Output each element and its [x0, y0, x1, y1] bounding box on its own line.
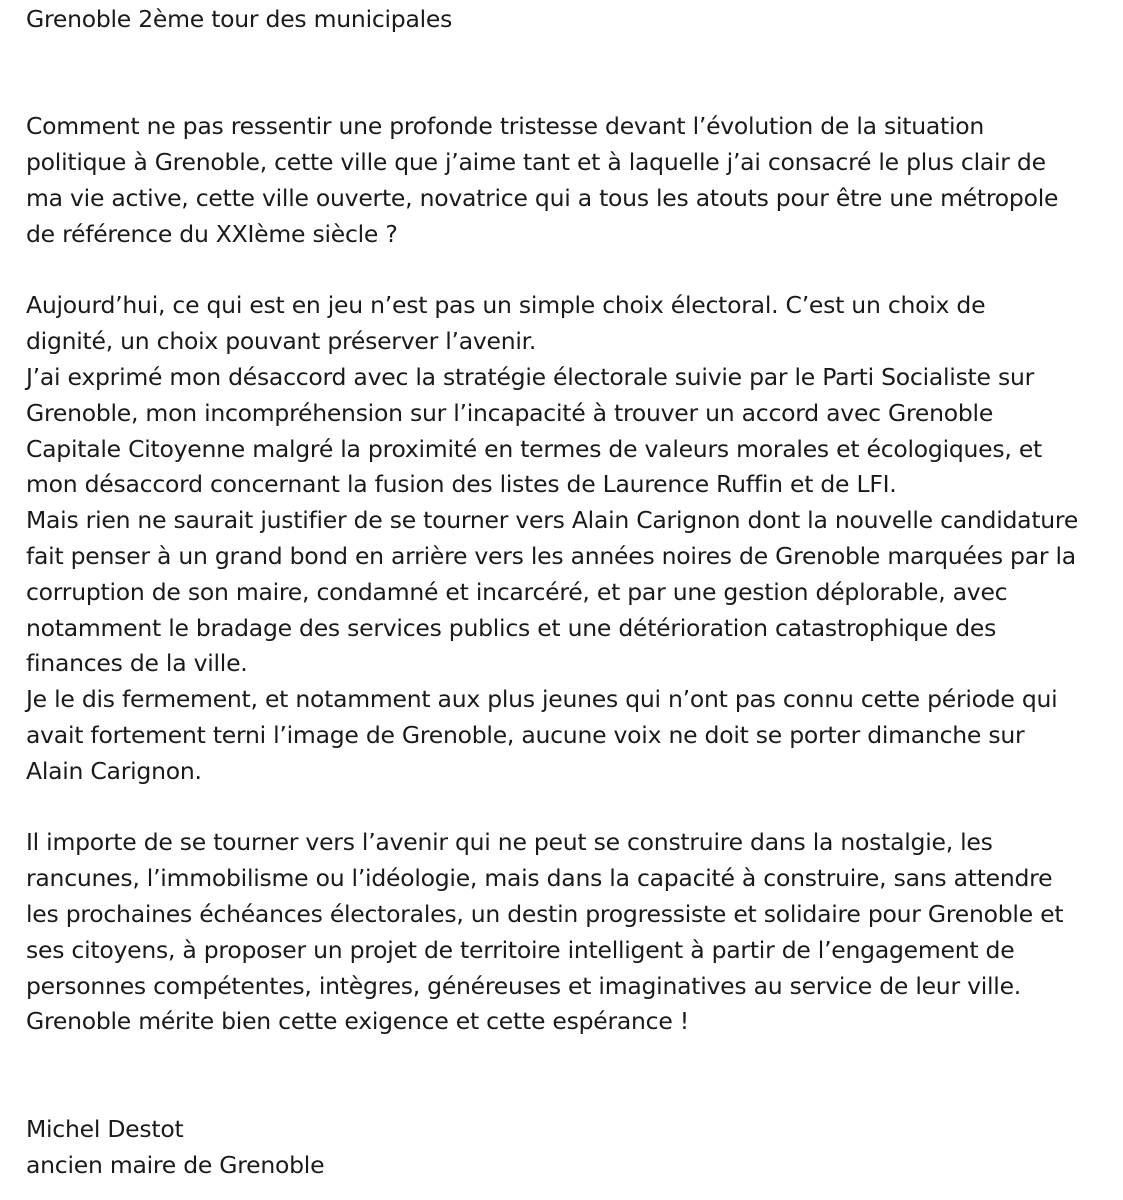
paragraph-line: personnes compétentes, intègres, généreuses et imaginatives au service de leur ville.	[26, 971, 1022, 1000]
document-title: Grenoble 2ème tour des municipales	[26, 5, 453, 33]
paragraph-line: fait penser à un grand bond en arrière vers les années noires de Grenoble marquées par la	[26, 541, 1076, 570]
paragraph-line: Il importe de se tourner vers l’avenir qui ne peut se construire dans la nostalgie, les	[26, 828, 993, 857]
paragraph-3	[26, 825, 1106, 1040]
paragraph-line: Grenoble, mon incompréhension sur l’incapacité à trouver un accord avec Grenoble	[26, 398, 994, 427]
paragraph-1	[26, 109, 1106, 252]
paragraph-spacer	[26, 253, 1106, 289]
paragraph-line: Grenoble mérite bien cette exigence et cette espérance !	[26, 1007, 689, 1036]
paragraph-line: mon désaccord concernant la fusion des listes de Laurence Ruffin et de LFI.	[26, 470, 897, 499]
paragraph-line: avait fortement terni l’image de Grenoble, aucune voix ne doit se porter dimanche sur	[26, 720, 1025, 749]
paragraph-line: finances de la ville.	[26, 649, 248, 678]
paragraph-line: J’ai exprimé mon désaccord avec la stratégie électorale suivie par le Parti Socialiste sur	[26, 362, 1035, 391]
paragraph-line: Aujourd’hui, ce qui est en jeu n’est pas un simple choix électoral. C’est un choix de	[26, 291, 986, 320]
paragraph-2	[26, 288, 1106, 789]
paragraph-line: Mais rien ne saurait justifier de se tourner vers Alain Carignon dont la nouvelle candidature	[26, 506, 1079, 535]
paragraph-line: les prochaines échéances électorales, un destin progressiste et solidaire pour Grenoble et	[26, 899, 1064, 928]
signature-name: Michel Destot	[26, 1114, 184, 1143]
paragraph-line: Alain Carignon.	[26, 756, 202, 785]
document-body	[26, 2, 1106, 1183]
paragraph-spacer	[26, 790, 1106, 826]
paragraph-line: corruption de son maire, condamné et incarcéré, et par une gestion déplorable, avec	[26, 577, 1008, 606]
paragraph-line: dignité, un choix pouvant préserver l’avenir.	[26, 327, 537, 356]
paragraph-line: notamment le bradage des services publics et une détérioration catastrophique des	[26, 613, 997, 642]
signature-spacer	[26, 1040, 1106, 1112]
signature-block	[26, 1112, 1106, 1184]
signature-role: ancien maire de Grenoble	[26, 1150, 325, 1179]
paragraph-line: Je le dis fermement, et notamment aux plus jeunes qui n’ont pas connu cette période qui	[26, 685, 1058, 714]
paragraph-line: Comment ne pas ressentir une profonde tristesse devant l’évolution de la situation	[26, 112, 985, 141]
paragraph-line: Capitale Citoyenne malgré la proximité en termes de valeurs morales et écologiques, et	[26, 434, 1042, 463]
paragraph-line: ma vie active, cette ville ouverte, novatrice qui a tous les atouts pour être une métropole	[26, 183, 1059, 212]
paragraph-line: rancunes, l’immobilisme ou l’idéologie, mais dans la capacité à construire, sans attendre	[26, 864, 1053, 893]
paragraph-line: de référence du XXIème siècle ?	[26, 219, 398, 248]
paragraph-line: ses citoyens, à proposer un projet de territoire intelligent à partir de l’engagement de	[26, 935, 1015, 964]
paragraph-line: politique à Grenoble, cette ville que j’aime tant et à laquelle j’ai consacré le plus clair de	[26, 148, 1046, 177]
